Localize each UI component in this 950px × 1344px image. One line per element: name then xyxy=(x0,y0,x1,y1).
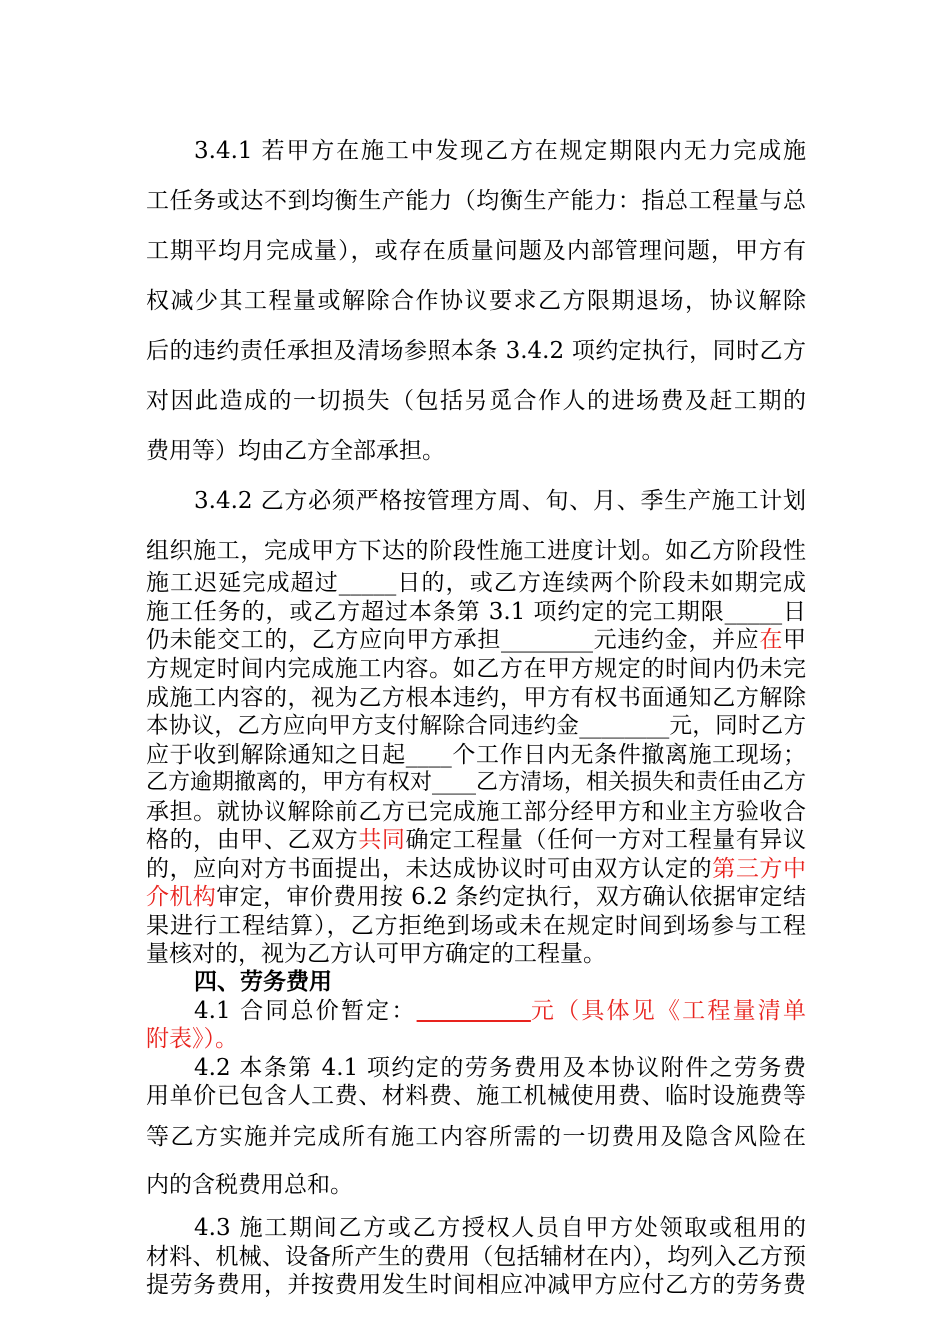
paragraph-line xyxy=(146,882,806,912)
highlighted-text: 元（具体见《工程量清单 xyxy=(530,998,807,1024)
blank-amount xyxy=(417,998,531,1024)
paragraph-line: 4.2 本条第 4.1 项约定的劳务费用及本协议附件之劳务费 xyxy=(194,1055,806,1081)
paragraph-line: 后的违约责任承担及清场参照本条 3.4.2 项约定执行，同时乙方 xyxy=(146,338,806,364)
highlighted-text: 共同 xyxy=(358,827,406,853)
paragraph-line: 应于收到解除通知之日起____个工作日内无条件撤离施工现场； xyxy=(146,742,806,768)
paragraph-line xyxy=(146,625,806,655)
paragraph-line xyxy=(146,825,806,855)
highlighted-text: 介机构 xyxy=(146,884,217,910)
paragraph-line: 材料、机械、设备所产生的费用（包括辅材在内），均列入乙方预 xyxy=(146,1244,806,1270)
paragraph-line: 承担。就协议解除前乙方已完成施工部分经甲方和业主方验收合 xyxy=(146,799,806,825)
paragraph-line xyxy=(194,996,806,1026)
paragraph-line: 用单价已包含人工费、材料费、施工机械使用费、临时设施费等 xyxy=(146,1083,806,1109)
text-span: 审定，审价费用按 6.2 条约定执行，双方确认依据审定结 xyxy=(216,884,807,910)
paragraph-line: 施工迟延完成超过_____日的，或乙方连续两个阶段未如期完成 xyxy=(146,570,806,596)
paragraph-line: 费用等）均由乙方全部承担。 xyxy=(146,438,445,464)
paragraph-line: 对因此造成的一切损失（包括另觅合作人的进场费及赶工期的 xyxy=(146,388,806,414)
highlighted-text: 在 xyxy=(759,627,784,653)
paragraph-line: 量核对的，视为乙方认可甲方确定的工程量。 xyxy=(146,941,606,967)
paragraph-line: 方规定时间内完成施工内容。如乙方在甲方规定的时间内仍未完 xyxy=(146,656,806,682)
section-heading: 四、劳务费用 xyxy=(194,968,332,995)
paragraph-line: 本协议，乙方应向甲方支付解除合同违约金________元，同时乙方 xyxy=(146,713,806,739)
paragraph-line: 附表》）。 xyxy=(146,1026,238,1052)
text-span: 的，应向对方书面提出，未达成协议时可由双方认定的 xyxy=(146,856,713,882)
paragraph-line: 3.4.2 乙方必须严格按管理方周、旬、月、季生产施工计划 xyxy=(194,488,806,514)
text-span: 仍未能交工的，乙方应向甲方承担________元违约金，并应 xyxy=(146,627,760,653)
text-span: 确定工程量（任何一方对工程量有异议 xyxy=(405,827,807,853)
paragraph-line: 成施工内容的，视为乙方根本违约，甲方有权书面通知乙方解除 xyxy=(146,685,806,711)
paragraph-line: 工任务或达不到均衡生产能力（均衡生产能力：指总工程量与总 xyxy=(146,188,806,214)
paragraph-line: 内的含税费用总和。 xyxy=(146,1172,353,1198)
text-span: 甲 xyxy=(783,627,807,653)
paragraph-line: 工期平均月完成量），或存在质量问题及内部管理问题，甲方有 xyxy=(146,238,806,264)
paragraph-line: 乙方逾期撤离的，甲方有权对____乙方清场，相关损失和责任由乙方 xyxy=(146,770,807,795)
paragraph-line: 权减少其工程量或解除合作协议要求乙方限期退场，协议解除 xyxy=(146,288,806,314)
paragraph-line: 果进行工程结算），乙方拒绝到场或未在规定时间到场参与工程 xyxy=(146,913,806,939)
paragraph-line: 组织施工，完成甲方下达的阶段性施工进度计划。如乙方阶段性 xyxy=(146,538,806,564)
paragraph-line: 提劳务费用，并按费用发生时间相应冲减甲方应付乙方的劳务费 xyxy=(146,1272,806,1298)
text-span: 格的，由甲、乙双方 xyxy=(146,827,359,853)
highlighted-text: 第三方中 xyxy=(712,856,807,882)
paragraph-line: 4.3 施工期间乙方或乙方授权人员自甲方处领取或租用的 xyxy=(194,1215,806,1241)
paragraph-line: 施工任务的，或乙方超过本条第 3.1 项约定的完工期限_____日 xyxy=(146,599,806,625)
paragraph-line: 3.4.1 若甲方在施工中发现乙方在规定期限内无力完成施 xyxy=(194,138,806,164)
paragraph-line: 等乙方实施并完成所有施工内容所需的一切费用及隐含风险在 xyxy=(146,1124,806,1150)
paragraph-line xyxy=(146,854,806,884)
text-span: 4.1 合同总价暂定： xyxy=(194,998,417,1024)
